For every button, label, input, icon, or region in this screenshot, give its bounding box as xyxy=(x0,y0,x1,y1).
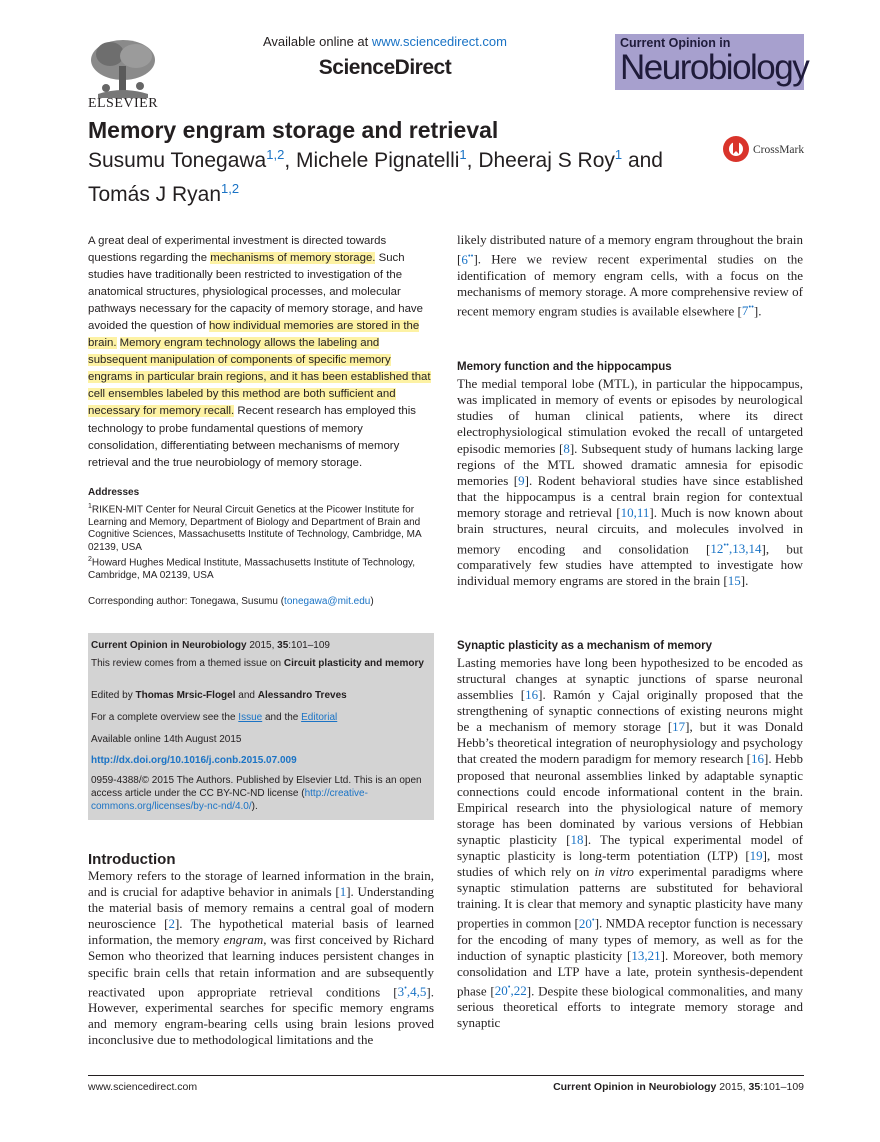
citation-link[interactable]: 2 xyxy=(168,916,175,932)
address-text: RIKEN-MIT Center for Neural Circuit Genetics at the Picower Institute for Learning and Memory, Department of Biology and Department of Brain and Cognitive Sciences, Massachusetts Institute of Technology, Cambridge, MA 02139, USA xyxy=(88,504,422,553)
citation-link[interactable]: 8 xyxy=(563,440,570,456)
info-available-date: Available online 14th August 2015 xyxy=(91,734,242,745)
license-link[interactable]: http://creative-commons.org/licenses/by-nc-nd/4.0/ xyxy=(91,788,368,812)
footer-pages: :101–109 xyxy=(760,1081,804,1093)
journal-cover-badge xyxy=(615,34,809,90)
introduction-heading: Introduction xyxy=(88,851,176,868)
author-name: Tomás J Ryan xyxy=(88,183,222,206)
continued-text xyxy=(457,232,803,320)
body-text: ]. The hypothetical material basis of learned information, the memory xyxy=(88,916,434,948)
author-affiliation[interactable]: 1,2 xyxy=(266,147,285,162)
body-text: ]. xyxy=(753,303,762,319)
body-text: ]. Much is now known about brain structures, neural circuits, and molecules involved in memory encoding and consolidation [ xyxy=(457,505,803,556)
section-heading-hippocampus: Memory function and the hippocampus xyxy=(457,361,672,373)
author-affiliation[interactable]: 1,2 xyxy=(221,181,240,196)
introduction-text xyxy=(88,868,434,1048)
copyright-icon: © xyxy=(141,775,149,786)
citation-link[interactable] xyxy=(461,252,473,267)
emphasis-text: engram xyxy=(223,932,264,948)
info-citation xyxy=(91,639,431,652)
citation-number: ,22 xyxy=(510,983,527,999)
author-list xyxy=(88,141,738,209)
author-name: Michele Pignatelli xyxy=(295,149,460,172)
abstract-highlight: how individual memories are stored in the brain. xyxy=(88,320,420,350)
citation-link[interactable]: 19 xyxy=(749,847,763,863)
email-link[interactable]: tonegawa@mit.edu xyxy=(284,596,371,607)
citation-marker: • xyxy=(404,983,407,993)
citation-link[interactable] xyxy=(710,541,761,556)
corresponding-author xyxy=(88,596,434,607)
citation-number: 12 xyxy=(710,540,724,556)
citation-marker: •• xyxy=(723,540,729,550)
license-text: 2015 The Authors. Published by Elsevier Ltd. This is an open access article under the CC BY-NC-ND license ( xyxy=(91,775,422,799)
citation-marker: • xyxy=(591,915,595,925)
author-name: Dheeraj S Roy xyxy=(478,149,615,172)
citation-link[interactable]: 9 xyxy=(518,472,525,488)
abstract-text: A great deal of experimental investment is directed towards questions regarding the xyxy=(88,235,387,265)
available-online xyxy=(230,34,540,49)
body-text: ]. NMDA receptor function is necessary for the encoding of many types of memory, as well as for the induction of synaptic plasticity [ xyxy=(457,915,804,963)
body-text: ]. Rodent behavioral studies have since established that the hippocampus is a central brain region for contextual memory storage and retrieval [ xyxy=(457,472,804,521)
body-text: ]. Understanding the material basis of memory remains a central goal of modern neuroscience [ xyxy=(88,884,434,932)
info-pages: :101–109 xyxy=(288,640,330,651)
crossmark-label[interactable]: CrossMark xyxy=(753,144,805,156)
info-theme-name: Circuit plasticity and memory xyxy=(283,658,424,669)
abstract-text: Such studies have traditionally been restricted to investigation of the anatomical structures, physiological processes, and molecular pathways necessary for the capacity of memory storage, and have avoided the question of xyxy=(88,252,423,333)
citation-link[interactable] xyxy=(742,303,754,318)
issue-link[interactable]: Issue xyxy=(238,712,263,723)
citation-number: 20 xyxy=(494,983,508,999)
body-text: Memory refers to the storage of learned information in the brain, and is crucial for adaptive behavior in animals [ xyxy=(88,868,434,900)
citation-number: 20 xyxy=(578,915,592,931)
info-editors xyxy=(91,689,431,702)
info-overview xyxy=(91,711,431,724)
section-text-plasticity xyxy=(457,655,803,1031)
citation-marker: •• xyxy=(748,303,754,313)
addresses xyxy=(88,501,434,583)
body-text: ], but it was Donald Hebb’s theoretical integration of neurophysiology and psychology that created the modern paradigm for memory research [ xyxy=(457,719,804,767)
footer-journal: Current Opinion in Neurobiology xyxy=(553,1081,717,1093)
author-separator: , xyxy=(284,149,296,172)
body-text: Lasting memories have long been hypothesized to be encoded as structural changes at synaptic junctions of sparse neuronal assemblies [ xyxy=(457,655,803,703)
sciencedirect-link[interactable]: www.sciencedirect.com xyxy=(371,34,507,49)
info-overview-prefix: For a complete overview see the xyxy=(91,712,239,723)
footer-website[interactable]: www.sciencedirect.com xyxy=(88,1081,198,1093)
body-text: ]. Here we review recent experimental studies on the identification of memory engram cells, with a focus on the mechanisms of memory storage. A more comprehensive review of recent memory engram studies is available elsewhere [ xyxy=(457,251,803,319)
citation-link[interactable]: 10,11 xyxy=(620,505,650,521)
article-info-box xyxy=(88,633,434,820)
citation-number: 7 xyxy=(741,303,749,319)
abstract-highlight: mechanisms of memory storage. xyxy=(210,252,376,265)
body-text: ]. Subsequent study of humans lacking large regions of the MTL showed dramatic amnesia for episodic memories [ xyxy=(457,440,803,488)
body-text: ], most studies of which rely on xyxy=(457,847,803,880)
author-separator: , xyxy=(466,149,479,172)
abstract xyxy=(88,233,434,472)
body-text: ]. Ramón y Cajal originally proposed that the strengthening of synaptic connections of existing neurons might be a mechanism of memory storage [ xyxy=(457,687,803,735)
info-year: 2015, xyxy=(246,640,278,651)
citation-number: 3 xyxy=(397,983,405,999)
citation-link[interactable]: 1 xyxy=(339,884,347,900)
abstract-highlight: Memory engram technology allows the labeling and subsequent manipulation of components of specific memory engrams in particular brain regions, and it has been established that cell ensembles labeled by this method are both sufficient and necessary for memory recall. xyxy=(88,337,431,418)
citation-marker: • xyxy=(507,982,511,992)
doi-link[interactable]: http://dx.doi.org/10.1016/j.conb.2015.07.009 xyxy=(91,755,297,766)
citation-number: 6 xyxy=(461,251,468,267)
info-theme-prefix: This review comes from a themed issue on xyxy=(91,658,284,669)
info-editors-and: and xyxy=(235,690,258,701)
body-text: ]. Hebb proposed that neuronal assemblies linked by adaptable synaptic connections could encode informational content in the brain. Empirical research into the physiological nature of memory storage has been dominated by various versions of Hebbian synaptic plasticity [ xyxy=(457,751,803,847)
journal-cover-main: Neurobiology xyxy=(620,48,809,87)
citation-link[interactable] xyxy=(579,916,595,931)
citation-link[interactable] xyxy=(398,984,427,999)
footer-year: 2015, xyxy=(716,1081,749,1093)
author-affiliation[interactable]: 1 xyxy=(459,147,467,162)
available-online-prefix: Available online at xyxy=(262,34,372,49)
footer-citation xyxy=(520,1081,804,1093)
abstract-text: Recent research has employed this technology to probe fundamental questions of memory consolidation, differentiating between mechanisms of memory retrieval and the true neurobiology of memory storage. xyxy=(88,405,416,469)
journal-cover-top: Current Opinion in xyxy=(620,36,731,50)
info-overview-and: and the xyxy=(262,712,302,723)
address-text: Howard Hughes Medical Institute, Massachusetts Institute of Technology, Cambridge, MA 02139, USA xyxy=(88,557,416,582)
body-text: likely distributed nature of a memory engram throughout the brain [ xyxy=(457,232,803,267)
info-theme xyxy=(91,657,431,670)
section-heading-plasticity: Synaptic plasticity as a mechanism of memory xyxy=(457,640,713,652)
info-volume: 35 xyxy=(277,640,289,651)
citation-link[interactable] xyxy=(495,983,527,998)
citation-link[interactable]: 16 xyxy=(525,687,539,703)
address-number: 2 xyxy=(88,556,92,564)
body-text: ]. Despite these biological commonalities, and many serious theoretical efforts to integrate memory storage and synaptic xyxy=(457,983,803,1031)
citation-link[interactable]: 17 xyxy=(672,719,686,735)
info-journal: Current Opinion in Neurobiology xyxy=(91,640,247,651)
sciencedirect-logo: ScienceDirect xyxy=(318,56,452,79)
license-prefix: 0959-4388/ xyxy=(91,775,142,786)
body-text: ]. However, experimental searches for specific memory engrams and memory engram-bearing cells using brain lesions proved inconclusive due to methodological limitations and the xyxy=(88,983,434,1048)
citation-link[interactable]: 13,21 xyxy=(631,947,661,963)
section-text-hippocampus xyxy=(457,376,803,589)
citation-link[interactable]: 15 xyxy=(727,573,741,589)
citation-link[interactable]: 18 xyxy=(570,831,584,847)
corresponding-text: Corresponding author: Tonegawa, Susumu ( xyxy=(88,596,285,607)
author-affiliation[interactable]: 1 xyxy=(614,147,623,162)
emphasis-text: in vitro xyxy=(594,864,634,880)
body-text: ]. xyxy=(740,573,749,589)
body-text: experimental paradigms where synaptic stimulation patterns are substituted for behavioral training. It is clear that memory and synaptic plasticity have many properties in common [ xyxy=(457,864,803,931)
license-suffix: ). xyxy=(251,801,258,812)
address-number: 1 xyxy=(88,503,92,510)
addresses-heading: Addresses xyxy=(88,487,140,498)
body-text: ], but comparatively few studies have attempted to investigate how individual memory engrams are stored in the brain [ xyxy=(457,540,803,589)
body-text: ]. The typical experimental model of synaptic plasticity is long-term potentiation (LTP) [ xyxy=(457,831,803,863)
citation-number: ,13,14 xyxy=(728,540,762,556)
citation-link[interactable]: 16 xyxy=(750,751,764,767)
citation-marker: •• xyxy=(467,251,474,261)
corresponding-text: ) xyxy=(370,596,374,607)
footer-volume: 35 xyxy=(748,1081,761,1093)
footer-divider xyxy=(88,1075,804,1076)
article-title: Memory engram storage and retrieval xyxy=(88,117,499,143)
info-editors-prefix: Edited by xyxy=(91,690,136,701)
editorial-link[interactable]: Editorial xyxy=(301,712,338,723)
author-separator: and xyxy=(622,149,663,172)
info-editor: Alessandro Treves xyxy=(257,690,347,701)
body-text: The medial temporal lobe (MTL), in particular the hippocampus, was implicated in memory of events or episodes by neurological studies of human clinical patients, where its direct electrophysiological stimulation evoked the recall of untargeted episodic memories [ xyxy=(457,376,803,456)
publisher-name: ELSEVIER xyxy=(87,96,159,111)
citation-number: ,4,5 xyxy=(406,983,427,999)
body-text: ]. Moreover, both memory consolidation and LTP have a late, protein synthesis-dependent phase [ xyxy=(457,947,803,999)
info-editor: Thomas Mrsic-Flogel xyxy=(135,690,236,701)
author-name: Susumu Tonegawa xyxy=(88,149,267,172)
body-text: , was first conceived by Richard Semon who theorized that learning induces persistent changes in specific brain cells that retain information and are subsequently reactivated upon appropriate retrieval conditions [ xyxy=(88,932,434,999)
info-license xyxy=(91,774,431,813)
